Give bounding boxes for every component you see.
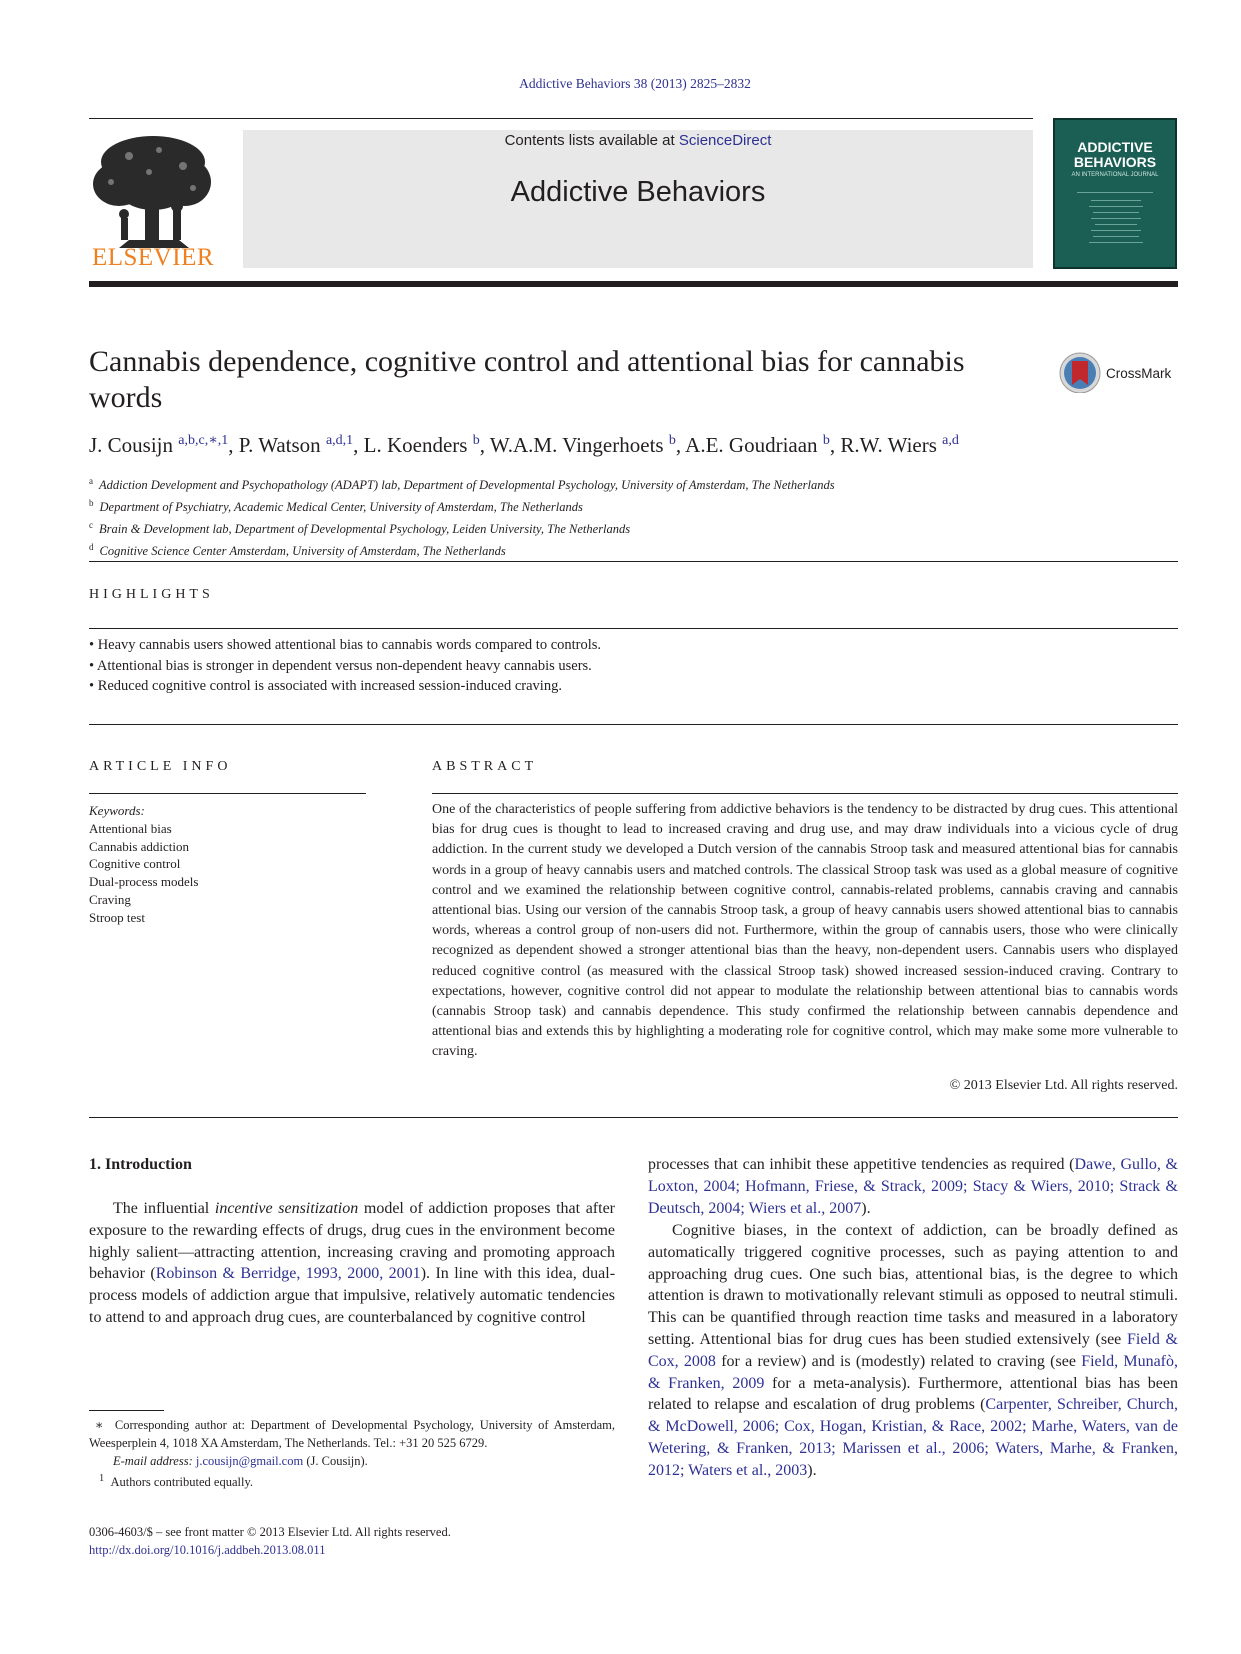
affiliation-key: d (89, 542, 94, 553)
doi-link[interactable]: http://dx.doi.org/10.1016/j.addbeh.2013.08.011 (89, 1543, 326, 1557)
journal-cover-thumbnail[interactable] (1053, 118, 1177, 269)
cover-decor-line (1091, 230, 1141, 231)
citation-link[interactable]: Robinson & Berridge, 1993, 2000, 2001 (155, 1265, 421, 1283)
author-name: R.W. Wiers (840, 433, 943, 457)
contents-line (243, 132, 1033, 149)
abstract-rule (432, 793, 1178, 794)
section-divider (89, 1117, 1178, 1118)
author-separator: , (228, 433, 239, 457)
article-info-rule (89, 793, 366, 794)
paragraph-text: for a meta-analysis). Furthermore, attentional bias has been related to relapse and escalation of drug problems ( (648, 1374, 1178, 1414)
affiliation-text: Brain & Development lab, Department of Developmental Psychology, Leiden University, The Netherlands (99, 522, 631, 537)
header-thick-rule (89, 281, 1178, 287)
author-separator: , (479, 433, 490, 457)
affiliation-key: b (89, 498, 94, 509)
citation-link[interactable]: Carpenter, Schreiber, Church, & McDowell, 2006; Cox, Hogan, Kristian, & Race, 2002; Marhe, Waters, van de Wetering, & Franken, 2013; Marissen et al., 2006; Waters, Marhe, & Franken, 2012; Waters et al., 2003 (648, 1396, 1179, 1479)
author-list (89, 432, 1189, 458)
keywords-label: Keywords: (89, 803, 145, 818)
cover-decor-line (1089, 242, 1143, 243)
cover-decor-line (1077, 192, 1153, 193)
author-affiliation-marks[interactable]: a,d,1 (325, 433, 354, 448)
paragraph-text: ). (807, 1461, 817, 1479)
keyword-item: Attentional bias (89, 820, 172, 836)
author-separator: , (829, 433, 841, 457)
author-separator: , (675, 433, 686, 457)
author-affiliation-marks[interactable]: b (668, 433, 676, 448)
affiliation-item (89, 472, 1089, 494)
keywords-block (89, 802, 198, 927)
keyword-item: Stroop test (89, 909, 145, 925)
email-footnote (89, 1452, 615, 1470)
affiliation-item (89, 494, 1089, 516)
footnote-rule (89, 1410, 164, 1411)
intro-paragraph-1 (89, 1198, 615, 1329)
elsevier-wordmark: ELSEVIER (91, 244, 215, 271)
cover-decor-line (1091, 200, 1141, 201)
highlight-item: • Reduced cognitive control is associated with increased session-induced craving. (89, 678, 562, 694)
author-affiliation-marks[interactable]: a,d (942, 433, 959, 448)
paragraph-text: The influential (113, 1200, 215, 1217)
corresponding-text: Corresponding author at: Department of Developmental Psychology, University of Amsterdam, Weesperplein 4, 1018 XA Amsterdam, The Netherlands. Tel.: +31 20 525 6729. (89, 1418, 616, 1450)
corresponding-footnote (89, 1416, 615, 1452)
section-divider (89, 724, 1178, 725)
equal-contribution-footnote (89, 1470, 615, 1491)
abstract-heading: ABSTRACT (432, 759, 538, 774)
author-name: W.A.M. Vingerhoets (489, 433, 669, 457)
section-divider (89, 561, 1178, 562)
highlight-item: • Heavy cannabis users showed attentional bias to cannabis words compared to controls. (89, 637, 602, 653)
author-name: P. Watson (238, 433, 326, 457)
introduction-heading: 1. Introduction (89, 1156, 192, 1173)
affiliation-item (89, 538, 1089, 560)
paragraph-text: ). In line with this idea, dual-process models of addiction argue that impulsive, relatively automatic tendencies to attend to and approach drug cues, are counterbalanced by cognitive control (89, 1265, 616, 1326)
email-link[interactable]: j.cousijn@gmail.com (195, 1454, 304, 1468)
issn-text: 0306-4603/$ – see front matter © 2013 Elsevier Ltd. All rights reserved. (89, 1525, 451, 1539)
affiliation-text: Cognitive Science Center Amsterdam, University of Amsterdam, The Netherlands (99, 544, 506, 559)
footnote-mark: ∗ (95, 1418, 104, 1432)
article-title: Cannabis dependence, cognitive control and attentional bias for cannabis words (89, 345, 965, 414)
cover-title-line2: BEHAVIORS (1073, 154, 1157, 170)
cover-decor-line (1093, 212, 1139, 213)
keywords-list (89, 820, 198, 927)
paragraph-text: Cognitive biases, in the context of addiction, can be broadly defined as automatically triggered cognitive processes, such as paying attention to and approaching drug cues. One such bias, attentional bias, is the degree to which attention is drawn to motivationally relevant stimuli as opposed to neutral stimuli. This can be quantified through reaction time tasks and measured in a laboratory setting. Attentional bias for drug cues has been studied extensively (see (648, 1222, 1178, 1348)
citation-link[interactable]: Field & Cox, 2008 (648, 1330, 1178, 1370)
email-suffix: (J. Cousijn). (306, 1454, 368, 1468)
abstract-text: One of the characteristics of people suffering from addictive behaviors is the tendency to be distracted by drug cues. This attentional bias for drug cues is thought to lead to increased craving and drug use, and may draw individuals into a vicious cycle of drug addiction. In the current study we developed a Dutch version of the cannabis Stroop task and measured attentional bias for cannabis words in a group of heavy cannabis users and matched controls. The classical Stroop task was used as a global measure of cognitive control and we examined the relationship between cognitive control, cannabis-related problems, cannabis craving and cannabis attentional bias. Using our version of the cannabis Stroop task, a group of heavy cannabis users showed attentional bias to cannabis words, whereas a control group of non-users did not. Furthermore, within the group of cannabis users, those who were clinically recognized as dependent showed a stronger attentional bias than the heavy, non-dependent users. Cannabis users who displayed reduced cognitive control (as measured with the classical Stroop task) showed increased session-induced craving. Contrary to expectations, however, cognitive control did not appear to modulate the relationship between attentional bias to cannabis words (cannabis Stroop task) and cannabis dependence. This study confirmed the relationship between cannabis dependence and attentional bias and extends this by highlighting a moderating role for cognitive control, which may make some more vulnerable to craving. (432, 802, 1178, 1060)
email-label: E-mail address: (113, 1454, 193, 1468)
footnote-mark: 1 (99, 1473, 105, 1484)
keyword-item: Craving (89, 891, 131, 907)
affiliation-text: Addiction Development and Psychopathology (ADAPT) lab, Department of Developmental Psychology, University of Amsterdam, The Netherlands (99, 478, 835, 493)
paragraph-text: for a review) and is (modestly) related to craving (see (715, 1352, 1082, 1370)
header-top-rule (89, 118, 1033, 119)
highlights-heading: HIGHLIGHTS (89, 587, 214, 602)
intro-paragraph-1-continued (648, 1154, 1178, 1219)
citation-link[interactable]: Dawe, Gullo, & Loxton, 2004; Hofmann, Friese, & Strack, 2009; Stacy & Wiers, 2010; Strack & Deutsch, 2004; Wiers et al., 2007 (648, 1156, 1179, 1217)
sciencedirect-link[interactable]: ScienceDirect (678, 132, 772, 149)
cover-decor-line (1093, 236, 1139, 237)
author-name: A.E. Goudriaan (685, 433, 823, 457)
journal-masthead (243, 130, 1033, 268)
author-name: L. Koenders (363, 433, 473, 457)
highlights-list (89, 635, 601, 697)
author-name: J. Cousijn (89, 433, 179, 457)
cover-decor-line (1089, 206, 1143, 207)
journal-name: Addictive Behaviors (510, 176, 766, 208)
affiliation-key: c (89, 520, 93, 531)
contents-prefix: Contents lists available at (504, 132, 679, 149)
footnotes (89, 1416, 615, 1491)
author-affiliation-marks[interactable]: b (822, 433, 830, 448)
author-affiliation-marks[interactable]: b (472, 433, 480, 448)
author-separator: , (353, 433, 364, 457)
author-affiliation-marks[interactable]: a,b,c,∗,1 (178, 433, 229, 448)
paragraph-text: model of addiction proposes that after exposure to the rewarding effects of drugs, drug cues in the environment become highly salient—attracting attention, increasing craving and promoting approach behavior ( (89, 1200, 615, 1283)
affiliation-list (89, 472, 1089, 561)
cover-decor-line (1095, 224, 1137, 225)
journal-reference-link[interactable]: Addictive Behaviors 38 (2013) 2825–2832 (519, 76, 751, 91)
abstract-copyright: © 2013 Elsevier Ltd. All rights reserved. (949, 1078, 1178, 1093)
cover-subtitle: AN INTERNATIONAL JOURNAL (1071, 172, 1159, 178)
citation-link[interactable]: Field, Munafò, & Franken, 2009 (648, 1352, 1179, 1392)
equal-contribution-text: Authors contributed equally. (110, 1475, 254, 1490)
cover-title (1055, 140, 1175, 170)
keyword-item: Cognitive control (89, 856, 181, 872)
cover-decor-line (1091, 218, 1141, 219)
highlights-rule (89, 628, 1178, 629)
article-info-heading: ARTICLE INFO (89, 759, 232, 774)
intro-paragraph-2 (648, 1220, 1178, 1482)
paragraph-text: processes that can inhibit these appetitive tendencies as required ( (648, 1156, 1075, 1173)
affiliation-key: a (89, 476, 93, 486)
emphasis-text: incentive sensitization (214, 1200, 359, 1217)
highlight-item: • Attentional bias is stronger in dependent versus non-dependent heavy cannabis users. (89, 657, 592, 674)
keyword-item: Dual-process models (89, 874, 199, 890)
affiliation-item (89, 516, 1089, 538)
issn-block (89, 1523, 451, 1559)
crossmark-label[interactable]: CrossMark (1106, 366, 1172, 381)
affiliation-text: Department of Psychiatry, Academic Medical Center, University of Amsterdam, The Netherlands (99, 500, 583, 515)
paragraph-text: ). (861, 1199, 871, 1217)
keyword-item: Cannabis addiction (89, 838, 190, 854)
cover-title-line1: ADDICTIVE (1077, 139, 1153, 155)
